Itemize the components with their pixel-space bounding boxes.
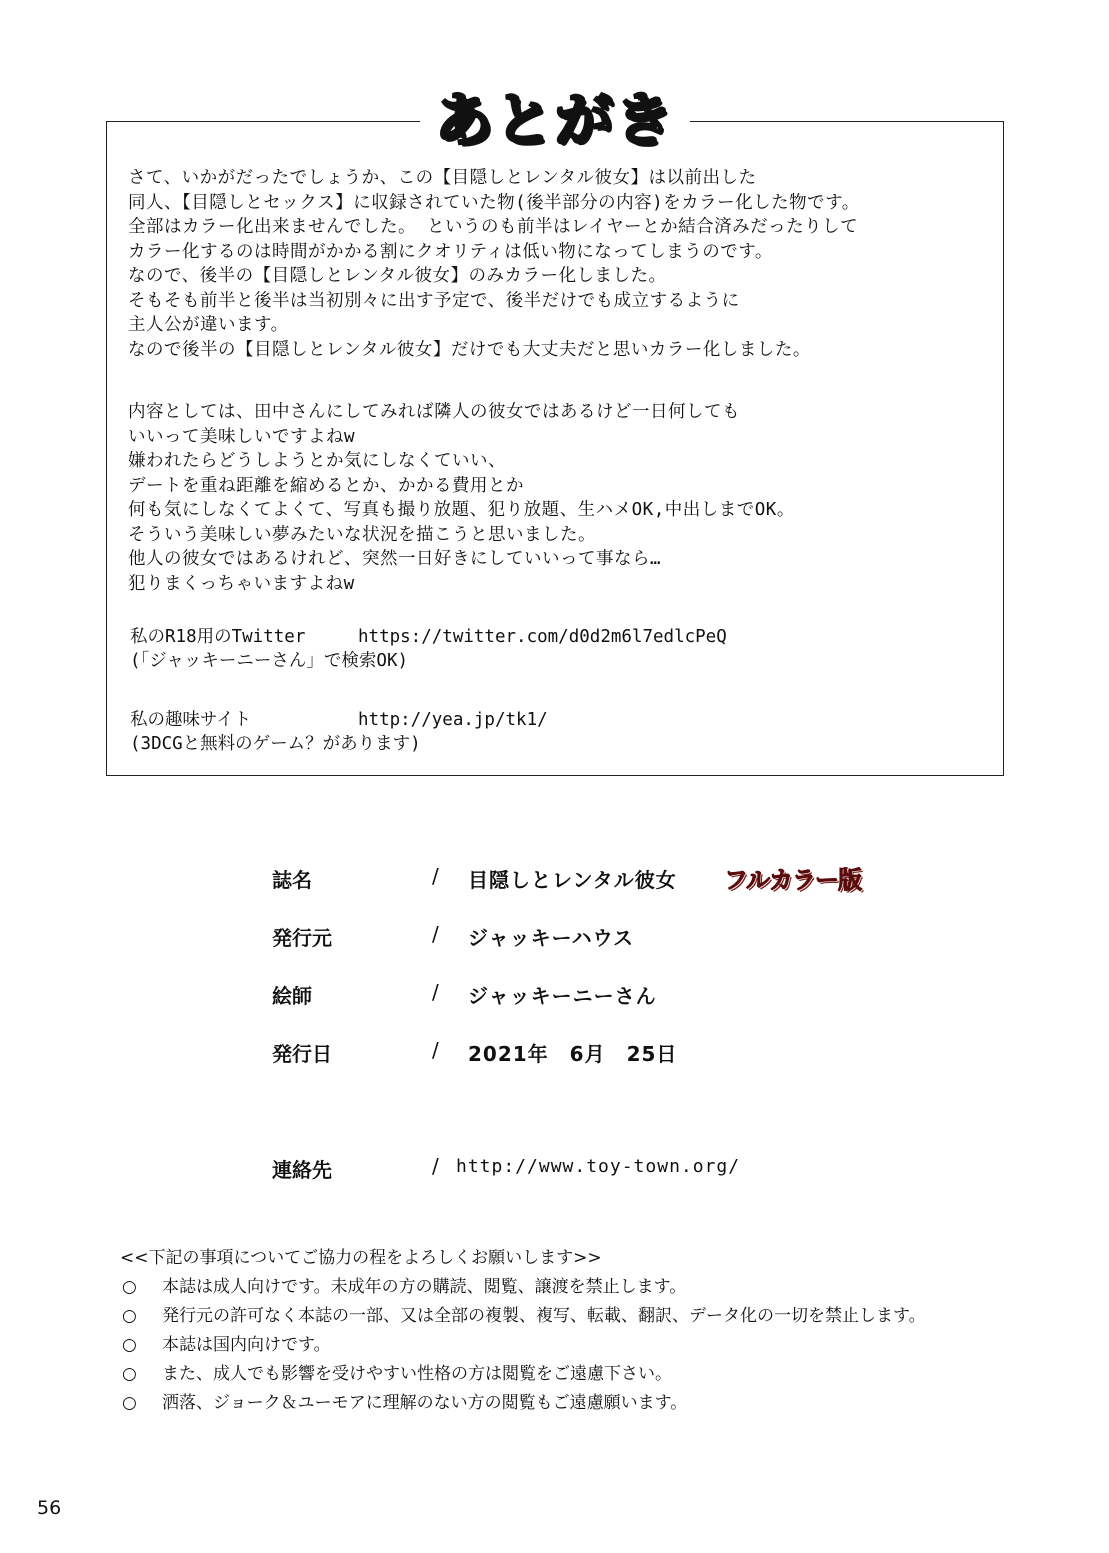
colophon-row-date [272, 1038, 972, 1072]
twitter-label: 私のR18用のTwitter [130, 627, 306, 647]
colophon-label: 誌名 [272, 868, 312, 892]
colophon-row-title [272, 864, 972, 898]
twitter-info [130, 625, 727, 673]
text-line: いいって美味しいですよねw [128, 426, 356, 447]
colophon-publisher-value: ジャッキーハウス [468, 926, 634, 950]
colophon-date-value: 2021年 6月 25日 [468, 1042, 678, 1066]
text-line: なので、後半の【目隠しとレンタル彼女】のみカラー化しました。 [128, 266, 667, 286]
notice-item-text: 本誌は国内向けです。 [162, 1335, 331, 1355]
notice-item [120, 1302, 926, 1331]
site-note: (3DCGと無料のゲーム？があります) [130, 734, 421, 754]
site-info [130, 708, 548, 756]
site-label: 私の趣味サイト [130, 710, 252, 730]
notice-item-text: また、成人でも影響を受けやすい性格の方は閲覧をご遠慮下さい。 [162, 1364, 672, 1384]
circle-bullet-icon: ○ [122, 1277, 137, 1297]
colophon-separator: / [432, 864, 439, 888]
text-line: 同人、【目隠しとセックス】に収録されていた物(後半部分の内容)をカラー化した物です。 [128, 192, 860, 213]
notice-item [120, 1331, 926, 1360]
colophon-separator: / [432, 1154, 439, 1178]
text-line: 他人の彼女ではあるけれど、突然一日好きにしていいって事なら… [128, 549, 662, 569]
text-line: 嫌われたらどうしようとか気にしなくていい、 [128, 451, 506, 471]
colophon-artist-value: ジャッキーニーさん [468, 984, 657, 1008]
colophon-separator: / [432, 1038, 439, 1062]
full-color-badge: フルカラー版 [724, 866, 862, 894]
notice-item [120, 1389, 926, 1418]
colophon-label: 連絡先 [272, 1158, 332, 1182]
text-line: 犯りまくっちゃいますよねw [128, 573, 355, 594]
circle-bullet-icon: ○ [122, 1306, 137, 1326]
text-line: 内容としては、田中さんにしてみれば隣人の彼女ではあるけど一日何しても [128, 402, 740, 422]
notice-item [120, 1273, 926, 1302]
circle-bullet-icon: ○ [122, 1335, 137, 1355]
circle-bullet-icon: ○ [122, 1364, 137, 1384]
colophon-label: 発行日 [272, 1042, 332, 1066]
afterword-paragraph-2 [128, 400, 988, 596]
text-line: 主人公が違います。 [128, 315, 289, 335]
text-line: 全部はカラー化出来ませんでした。 というのも前半はレイヤーとか結合済みだったりして [128, 217, 859, 237]
notice-item-text: 発行元の許可なく本誌の一部、又は全部の複製、複写、転載、翻訳、データ化の一切を禁止します。 [162, 1306, 926, 1326]
colophon-contact-link[interactable]: http://www.toy-town.org/ [456, 1156, 741, 1177]
colophon-label: 発行元 [272, 926, 332, 950]
colophon-row-publisher [272, 922, 972, 956]
notice-section [120, 1243, 926, 1418]
notice-item-text: 洒落、ジョーク＆ユーモアに理解のない方の閲覧もご遠慮願います。 [162, 1393, 688, 1413]
notice-title: <<下記の事項についてご協力の程をよろしくお願いします>> [120, 1248, 602, 1268]
colophon-separator: / [432, 980, 439, 1004]
circle-bullet-icon: ○ [122, 1393, 137, 1413]
colophon-separator: / [432, 922, 439, 946]
twitter-link[interactable]: https://twitter.com/d0d2m6l7edlcPeQ [358, 627, 727, 647]
twitter-note: (「ジャッキーニーさん」で検索OK) [130, 651, 409, 671]
colophon-row-artist [272, 980, 972, 1014]
text-line: そもそも前半と後半は当初別々に出す予定で、後半だけでも成立するように [128, 290, 740, 311]
afterword-paragraph-1 [128, 166, 988, 362]
site-link[interactable]: http://yea.jp/tk1/ [358, 710, 548, 730]
text-line: カラー化するのは時間がかかる割にクオリティは低い物になってしまうのです。 [128, 241, 773, 262]
colophon-row-contact [272, 1154, 972, 1188]
text-line: そういう美味しい夢みたいな状況を描こうと思いました。 [128, 524, 596, 545]
colophon-title-value: 目隠しとレンタル彼女 [468, 868, 677, 892]
text-line: 何も気にしなくてよくて、写真も撮り放題、犯り放題、生ハメOK,中出しまでOK。 [128, 500, 795, 520]
text-line: デートを重ね距離を縮めるとか、かかる費用とか [128, 475, 524, 496]
colophon-label: 絵師 [272, 984, 312, 1008]
notice-item [120, 1360, 926, 1389]
notice-item-text: 本誌は成人向けです。未成年の方の購読、閲覧、譲渡を禁止します。 [162, 1277, 687, 1297]
afterword-heading: あとがき [420, 80, 690, 160]
page-number: 56 [37, 1497, 62, 1519]
text-line: さて、いかがだったでしょうか、この【目隠しとレンタル彼女】は以前出した [128, 168, 757, 188]
text-line: なので後半の【目隠しとレンタル彼女】だけでも大丈夫だと思いカラー化しました。 [128, 339, 811, 360]
